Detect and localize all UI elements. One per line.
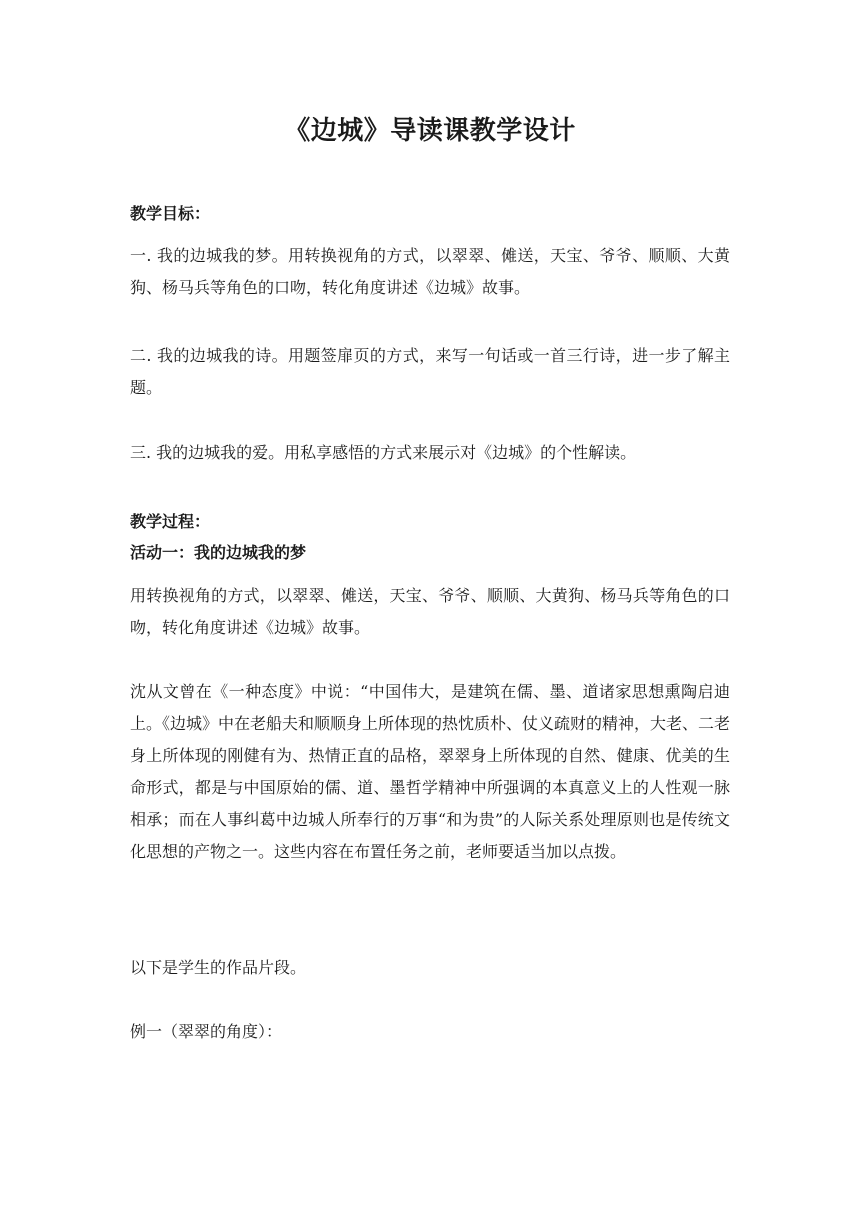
goal-item-2: 二. 我的边城我的诗。用题签扉页的方式，来写一句话或一首三行诗，进一步了解主题。 <box>130 346 730 397</box>
document-title: 《边城》导读课教学设计 <box>284 116 576 146</box>
activity1-paragraph-4: 例一（翠翠的角度）： <box>130 1022 283 1041</box>
activity1-heading: 活动一：我的边城我的梦 <box>130 543 307 562</box>
activity1-paragraph-1: 用转换视角的方式，以翠翠、傩送，天宝、爷爷、顺顺、大黄狗、杨马兵等角色的口吻，转化角度讲述《边城》故事。 <box>130 586 730 637</box>
goal-item-1: 一. 我的边城我的梦。用转换视角的方式，以翠翠、傩送，天宝、爷爷、顺顺、大黄狗、杨马兵等角色的口吻，转化角度讲述《边城》故事。 <box>130 246 730 297</box>
activity1-paragraph-3: 以下是学生的作品片段。 <box>130 958 307 977</box>
process-heading: 教学过程： <box>130 512 211 531</box>
goal-item-3: 三. 我的边城我的爱。用私享感悟的方式来展示对《边城》的个性解读。 <box>130 443 637 462</box>
activity1-paragraph-2: 沈从文曾在《一种态度》中说：“中国伟大，是建筑在儒、墨、道诸家思想熏陶启迪上。《边城》中在老船夫和顺顺身上所体现的热忱质朴、仗义疏财的精神，大老、二老身上所体现的刚健有为、热情正直的品格，翠翠身上所体现的自然、健康、优美的生命形式，都是与中国原始的儒、道、墨哲学精神中所强调的本真意义上的人性观一脉相承；而在人事纠葛中边城人所奉行的万事“和为贵”的人际关系处理原则也是传统文化思想的产物之一。这些内容在布置任务之前，老师要适当加以点拨。 <box>130 682 731 861</box>
goals-heading: 教学目标： <box>130 204 211 223</box>
